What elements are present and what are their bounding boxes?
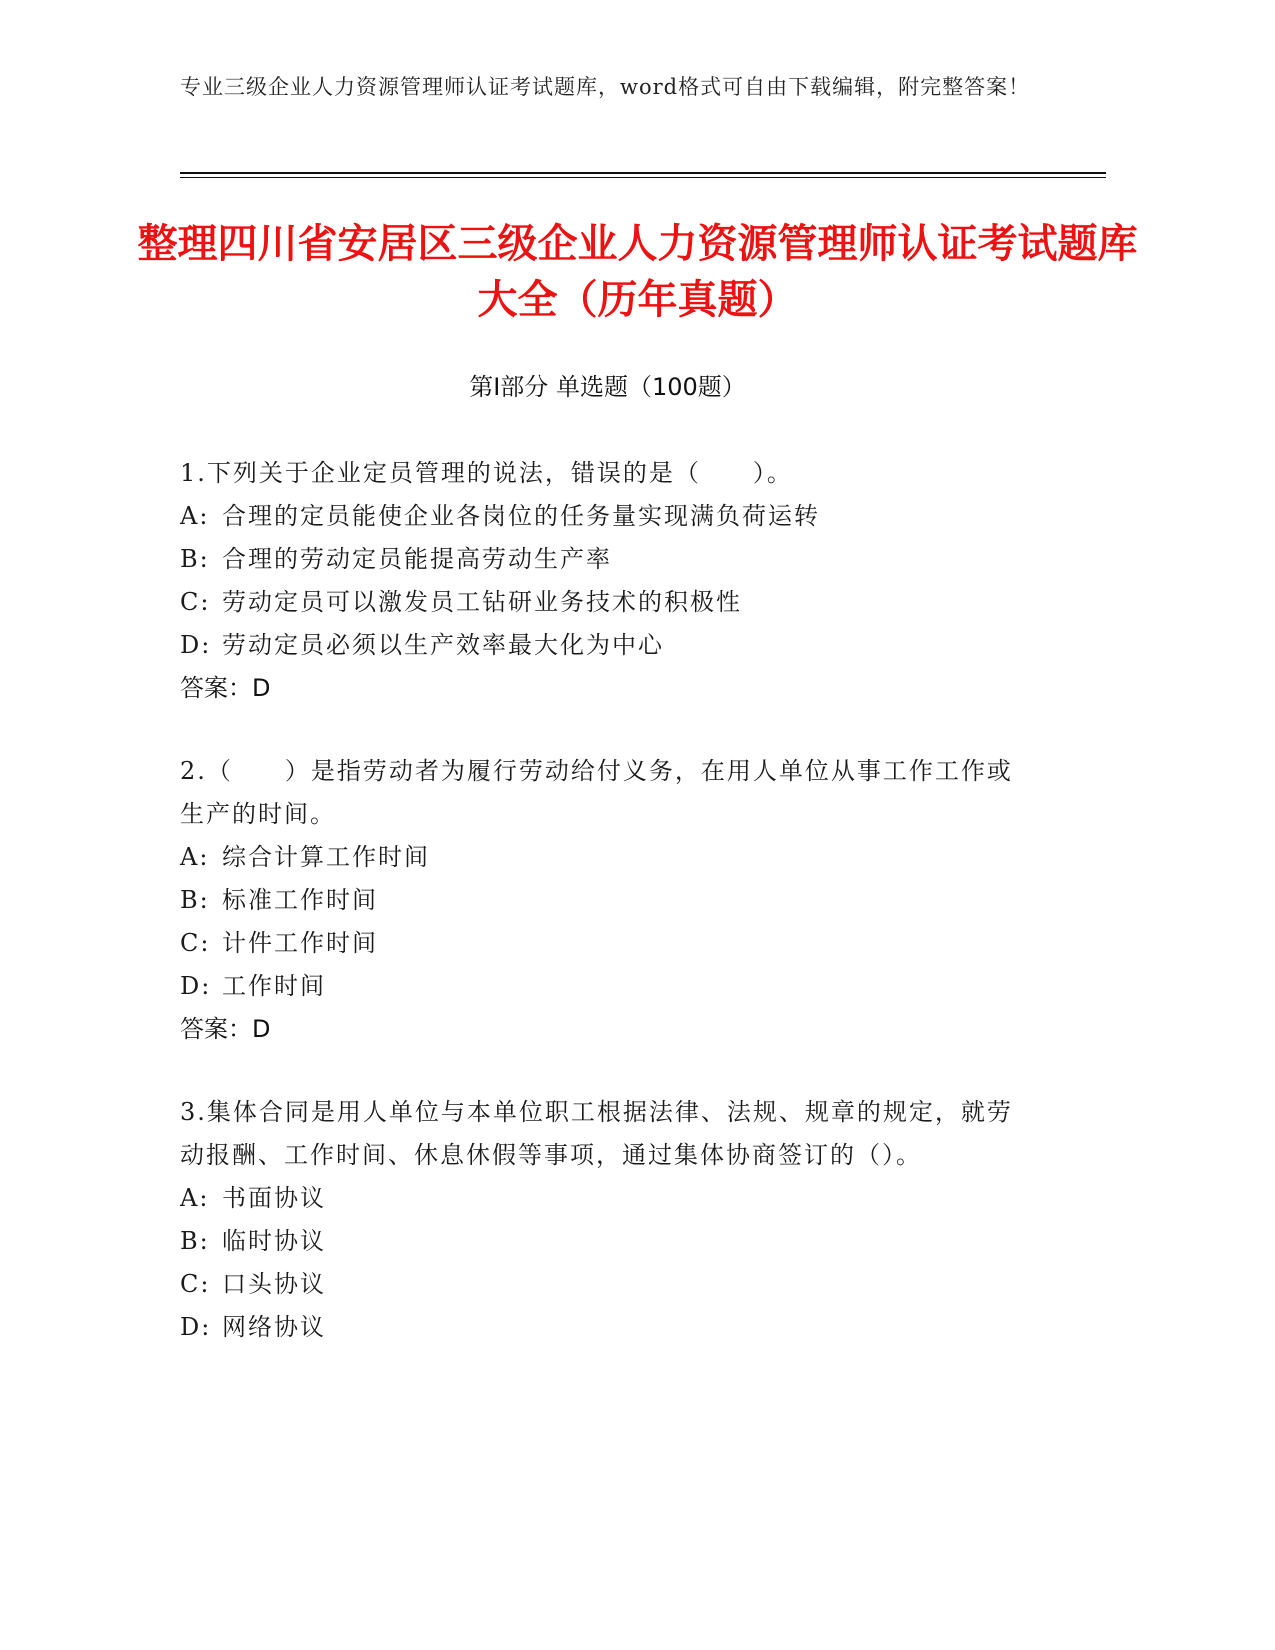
option-text: 计件工作时间 — [222, 929, 378, 957]
question-2 — [180, 750, 1020, 1051]
option-letter: C: — [180, 588, 211, 616]
option-text: 合理的劳动定员能提高劳动生产率 — [222, 545, 612, 573]
option-d — [180, 624, 1020, 667]
option-letter: C: — [180, 1270, 211, 1298]
option-a — [180, 495, 1020, 538]
option-letter: A: — [180, 1184, 210, 1212]
question-1 — [180, 452, 1020, 710]
option-c — [180, 1263, 1020, 1306]
header-note: 专业三级企业人力资源管理师认证考试题库，word格式可自由下载编辑，附完整答案！ — [180, 75, 1031, 99]
option-letter: B: — [180, 1227, 210, 1255]
option-d — [180, 1306, 1020, 1349]
option-d — [180, 965, 1020, 1008]
header-rule-thick — [180, 172, 1106, 174]
option-b — [180, 1220, 1020, 1263]
question-stem: 3.集体合同是用人单位与本单位职工根据法律、法规、规章的规定，就劳动报酬、工作时间、休息休假等事项，通过集体协商签订的（）。 — [180, 1098, 1013, 1169]
option-letter: D: — [180, 972, 212, 1000]
option-text: 口头协议 — [222, 1270, 326, 1298]
question-stem: 2.（ ）是指劳动者为履行劳动给付义务，在用人单位从事工作工作或生产的时间。 — [180, 757, 1013, 828]
option-c — [180, 581, 1020, 624]
option-b — [180, 538, 1020, 581]
option-b — [180, 879, 1020, 922]
header-rule-thin — [180, 177, 1106, 178]
question-stem: 1.下列关于企业定员管理的说法，错误的是（ ）。 — [180, 459, 793, 487]
option-letter: A: — [180, 502, 210, 530]
option-text: 书面协议 — [222, 1184, 326, 1212]
option-letter: D: — [180, 631, 212, 659]
answer-line: 答案：D — [180, 1015, 271, 1043]
option-text: 综合计算工作时间 — [222, 843, 430, 871]
option-a — [180, 836, 1020, 879]
option-letter: B: — [180, 886, 210, 914]
option-letter: A: — [180, 843, 210, 871]
option-letter: B: — [180, 545, 210, 573]
option-letter: D: — [180, 1313, 212, 1341]
option-c — [180, 922, 1020, 965]
option-text: 临时协议 — [222, 1227, 326, 1255]
answer-line: 答案：D — [180, 674, 271, 702]
option-text: 合理的定员能使企业各岗位的任务量实现满负荷运转 — [222, 502, 820, 530]
question-list — [180, 452, 1020, 1389]
option-a — [180, 1177, 1020, 1220]
option-text: 工作时间 — [222, 972, 326, 1000]
option-text: 劳动定员必须以生产效率最大化为中心 — [222, 631, 664, 659]
option-text: 网络协议 — [222, 1313, 326, 1341]
option-text: 劳动定员可以激发员工钻研业务技术的积极性 — [222, 588, 742, 616]
question-3 — [180, 1091, 1020, 1349]
option-text: 标准工作时间 — [222, 886, 378, 914]
document-title: 整理四川省安居区三级企业人力资源管理师认证考试题库大全（历年真题） — [137, 221, 1138, 323]
option-letter: C: — [180, 929, 211, 957]
section-title: 第Ⅰ部分 单选题（100题） — [469, 373, 746, 401]
